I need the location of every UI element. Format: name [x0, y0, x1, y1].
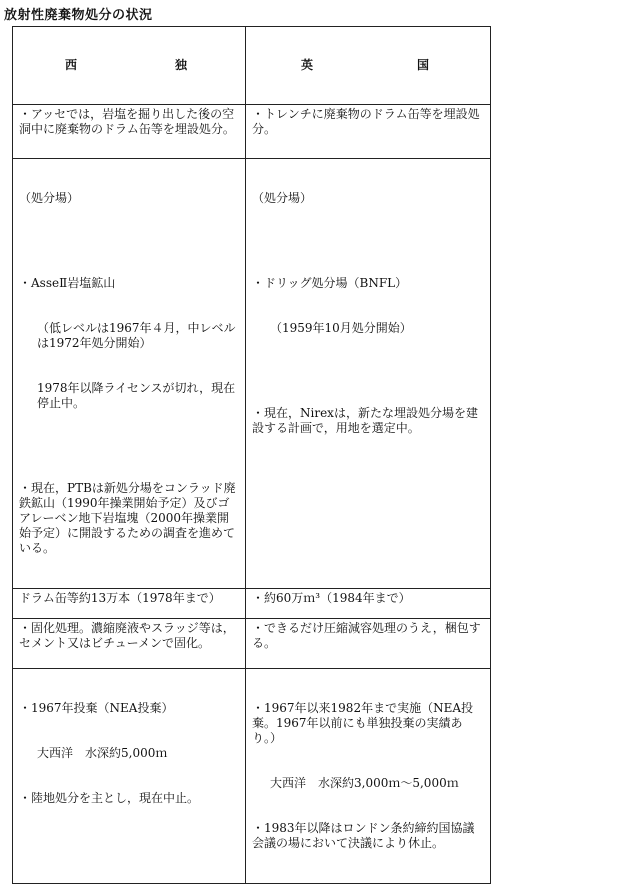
text-uk-method: ・トレンチに廃棄物のドラム缶等を埋設処分。: [252, 107, 480, 136]
comparison-table: [12, 26, 491, 884]
header-row: [13, 27, 491, 105]
text-uk-nirex-plan: ・現在，Nirexは，新たな埋設処分場を建設する計画で，用地を選定中。: [252, 406, 478, 435]
cell-west-germany-sea-dumping: [13, 669, 246, 884]
cell-uk-sea-dumping: [246, 669, 491, 884]
row-treatment: [13, 619, 491, 669]
cell-west-germany-treatment: [13, 619, 246, 669]
cell-uk-volume: [246, 589, 491, 619]
header-west-germany: [13, 27, 246, 105]
header-uk: [246, 27, 491, 105]
header-uk-char-1: 英: [300, 58, 319, 72]
text-uk-volume: ・約60万ｍ³（1984年まで）: [252, 591, 411, 605]
header-west-germany-char-1: 西: [64, 58, 83, 72]
header-west-germany-char-2: 独: [174, 58, 193, 72]
text-uk-nea-dumping: ・1967年以来1982年まで実施（NEA投棄。1967年以前にも単独投棄の実績あり。）: [252, 701, 474, 745]
text-west-germany-sites-heading: （処分場）: [19, 191, 80, 205]
text-west-germany-land-disposal: ・陸地処分を主とし，現在中止。: [19, 791, 200, 805]
text-uk-sites-heading: （処分場）: [252, 191, 313, 205]
header-uk-char-2: 国: [416, 58, 435, 72]
cell-west-germany-volume: [13, 589, 246, 619]
text-uk-london-convention: ・1983年以降はロンドン条約締約国協議会議の場において決議により休止。: [252, 821, 475, 850]
text-west-germany-atlantic-depth: 大西洋 水深約5,000ｍ: [37, 746, 168, 760]
cell-uk-treatment: [246, 619, 491, 669]
text-west-germany-nea-dumping: ・1967年投棄（NEA投棄）: [19, 701, 174, 715]
text-west-germany-license: 1978年以降ライセンスが切れ，現在停止中。: [37, 381, 236, 410]
text-uk-drigg-date: （1959年10月処分開始）: [270, 321, 412, 335]
cell-west-germany-method: [13, 105, 246, 159]
text-uk-drigg: ・ドリッグ処分場（BNFL）: [252, 276, 408, 290]
text-west-germany-treatment: ・固化処理。濃縮廃液やスラッジ等は，セメント又はビチューメンで固化。: [19, 621, 235, 650]
row-sea-dumping: [13, 669, 491, 884]
cell-uk-method: [246, 105, 491, 159]
text-uk-treatment: ・できるだけ圧縮減容処理のうえ，梱包する。: [252, 621, 481, 650]
cell-uk-sites: [246, 159, 491, 589]
text-west-germany-volume: ドラム缶等約13万本（1978年まで）: [19, 591, 221, 605]
text-uk-atlantic-depth: 大西洋 水深約3,000ｍ～5,000ｍ: [270, 776, 459, 790]
text-west-germany-asse-dates: （低レベルは1967年４月，中レベルは1972年処分開始）: [37, 321, 236, 350]
row-disposal-sites: [13, 159, 491, 589]
text-west-germany-asse: ・AsseⅡ岩塩鉱山: [19, 276, 116, 290]
text-west-germany-method: ・アッセでは，岩塩を掘り出した後の空洞中に廃棄物のドラム缶等を埋設処分。: [19, 107, 235, 136]
row-disposal-method: [13, 105, 491, 159]
cell-west-germany-sites: [13, 159, 246, 589]
page-title: 放射性廃棄物処分の状況: [4, 8, 153, 23]
row-disposal-volume: [13, 589, 491, 619]
text-west-germany-ptb-plan: ・現在，PTBは新処分場をコンラッド廃鉄鉱山（1990年操業開始予定）及びゴアレーベン地下岩塩塊（2000年操業開始予定）に開設するための調査を進めている。: [19, 481, 236, 555]
